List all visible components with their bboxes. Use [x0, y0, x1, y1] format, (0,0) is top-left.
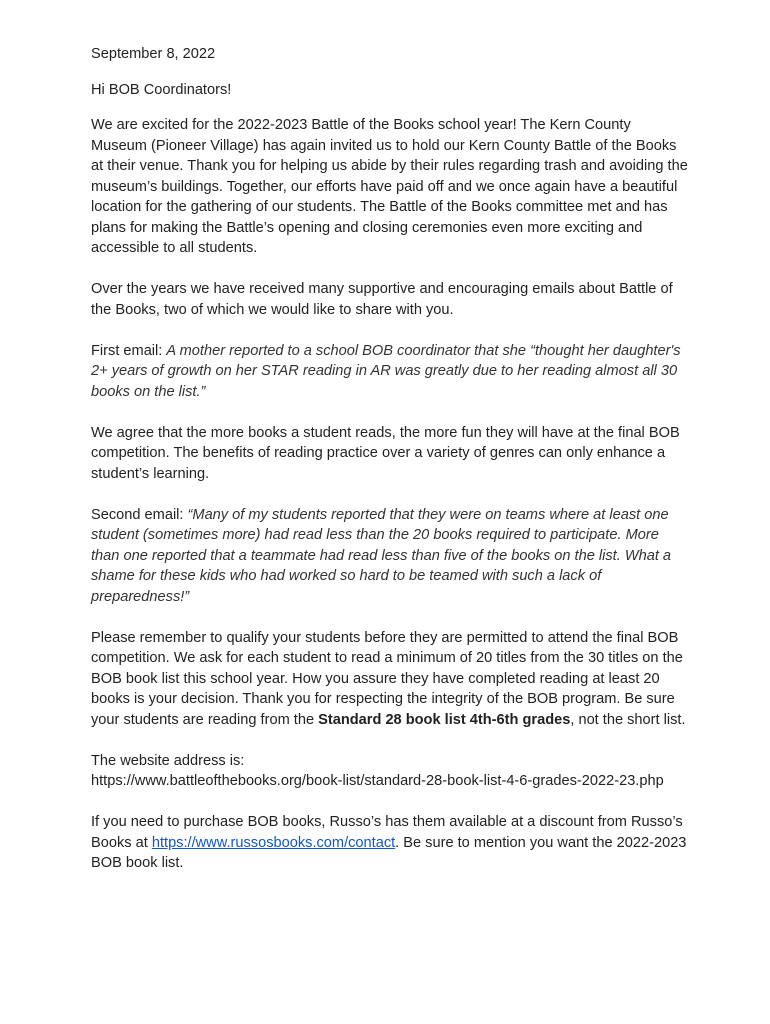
second-email-quote: “Many of my students reported that they were on teams where at least one student (sometimes more) had read less than the 20 books required to participate. More than one reported that a teammate had read less than five of the books on the list. What a shame for these kids who had worked so hard to be teamed with such a lack of preparedness!” [91, 506, 672, 605]
qualify-paragraph [91, 628, 690, 731]
qualify-text-end: , not the short list. [570, 711, 686, 728]
qualify-text-start: Please remember to qualify your students before they are permitted to attend the final BOB competition. We ask for each student to read a minimum of 20 titles from the 30 titles on the BOB book list this school year. How you assure they have completed reading at least 20 books is your decision. Thank you for respecting the integrity of the BOB program. Be sure your students are reading from the [91, 629, 683, 728]
purchase-text-start: If you need to purchase BOB books, Russo’s has them available at a discount from Russo’s Books at [91, 814, 683, 851]
agreement-paragraph: We agree that the more books a student reads, the more fun they will have at the final BOB competition. The benefits of reading practice over a variety of genres can only enhance a student’s learning. [91, 424, 680, 482]
second-email-paragraph [91, 505, 690, 608]
second-email-label: Second email: [91, 506, 188, 523]
first-email-quote: A mother reported to a school BOB coordinator that she “thought her daughter's 2+ years of growth on her STAR reading in AR was greatly due to her reading almost all 30 books on the list.” [91, 342, 681, 400]
purchase-text-end: . Be sure to mention you want the 2022-2023 BOB book list. [91, 834, 687, 871]
first-email-paragraph [91, 341, 690, 403]
first-email-label: First email: [91, 342, 167, 359]
russos-books-link[interactable]: https://www.russosbooks.com/contact [151, 834, 396, 851]
purchase-paragraph [91, 812, 690, 874]
intro-paragraph: We are excited for the 2022-2023 Battle of the Books school year! The Kern County Museum (Pioneer Village) has again invited us to hold our Kern County Battle of the Books at their venue. Thank you for helping us abide by their rules regarding trash and avoiding the museum’s buildings. Together, our efforts have paid off and we once again have a beautiful location for the gathering of our students. The Battle of the Books committee met and has plans for making the Battle’s opening and closing ceremonies even more exciting and accessible to all students. [91, 117, 688, 256]
book-list-name: Standard 28 book list 4th-6th grades [318, 711, 571, 728]
website-paragraph [91, 751, 690, 792]
website-url: https://www.battleofthebooks.org/book-list/standard-28-book-list-4-6-grades-2022-23.php [91, 773, 664, 789]
emails-intro-paragraph: Over the years we have received many supportive and encouraging emails about Battle of the Books, two of which we would like to share with you. [91, 281, 673, 318]
website-intro: The website address is: [91, 752, 245, 769]
letter-greeting: Hi BOB Coordinators! [91, 81, 232, 98]
letter-date: September 8, 2022 [91, 46, 216, 62]
